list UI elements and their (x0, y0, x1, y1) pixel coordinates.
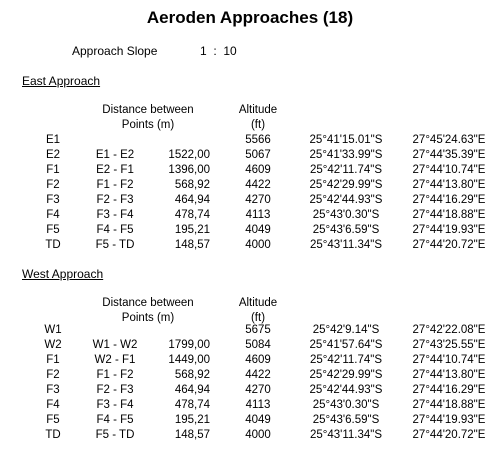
longitude-cell: 27°43'25.55"E (412, 339, 486, 351)
longitude-cell: 27°44'20.72"E (412, 239, 486, 251)
altitude-cell: 4270 (245, 194, 271, 206)
point-cell: TD (45, 429, 61, 441)
table-row (0, 239, 500, 254)
latitude-cell: 25°42'44.93"S (309, 194, 383, 206)
point-cell: F1 (46, 354, 60, 366)
latitude-cell: 25°42'11.74"S (309, 164, 383, 176)
segment-cell: F3 - F4 (96, 399, 134, 411)
segment-cell: F1 - F2 (96, 369, 134, 381)
altitude-header-line1: Altitude (238, 297, 278, 309)
distance-cell: 1449,00 (168, 354, 210, 366)
point-cell: F5 (46, 224, 60, 236)
longitude-cell: 27°44'19.93"E (412, 414, 486, 426)
segment-cell: F4 - F5 (96, 414, 134, 426)
altitude-header-line1: Altitude (238, 104, 278, 116)
section-title-east: East Approach (22, 74, 101, 88)
segment-cell: F1 - F2 (96, 179, 134, 191)
distance-header-line1: Distance between (102, 297, 194, 309)
distance-cell: 1396,00 (168, 164, 210, 176)
distance-header (86, 103, 210, 133)
distance-cell: 478,74 (174, 209, 210, 221)
latitude-cell: 25°43'6.59"S (312, 414, 380, 426)
point-cell: F1 (46, 164, 60, 176)
segment-cell: W1 - W2 (92, 339, 138, 351)
distance-header (86, 296, 210, 326)
point-cell: F4 (46, 399, 60, 411)
distance-cell: 195,21 (174, 414, 210, 426)
longitude-cell: 27°44'16.29"E (412, 194, 486, 206)
distance-cell: 478,74 (174, 399, 210, 411)
altitude-cell: 5084 (245, 339, 271, 351)
altitude-header (228, 296, 288, 326)
segment-cell: F4 - F5 (96, 224, 134, 236)
point-cell: F2 (46, 179, 60, 191)
longitude-cell: 27°44'18.88"E (412, 209, 486, 221)
section-title-west: West Approach (22, 267, 104, 281)
distance-cell: 568,92 (174, 179, 210, 191)
segment-cell: E1 - E2 (95, 149, 135, 161)
altitude-header-unit: (ft) (250, 312, 266, 324)
point-cell: E1 (45, 134, 61, 146)
latitude-cell: 25°42'29.99"S (309, 369, 383, 381)
distance-cell: 1799,00 (168, 339, 210, 351)
point-cell: F2 (46, 369, 60, 381)
longitude-cell: 27°44'20.72"E (412, 429, 486, 441)
altitude-cell: 4049 (245, 224, 271, 236)
distance-cell: 148,57 (174, 429, 210, 441)
point-cell: W2 (44, 339, 62, 351)
distance-cell: 1522,00 (168, 149, 210, 161)
longitude-cell: 27°44'10.74"E (412, 354, 486, 366)
latitude-cell: 25°43'11.34"S (309, 239, 383, 251)
latitude-cell: 25°41'33.99"S (309, 149, 383, 161)
altitude-cell: 4049 (245, 414, 271, 426)
table-row (0, 179, 500, 194)
latitude-cell: 25°42'29.99"S (309, 179, 383, 191)
altitude-cell: 4113 (245, 399, 271, 411)
latitude-cell: 25°43'0.30"S (312, 399, 380, 411)
altitude-cell: 5566 (245, 134, 271, 146)
segment-cell: F2 - F3 (96, 384, 134, 396)
table-row (0, 324, 500, 339)
longitude-cell: 27°42'22.08"E (412, 324, 486, 336)
distance-header-unit: Points (m) (121, 312, 175, 324)
longitude-cell: 27°45'24.63"E (412, 134, 486, 146)
altitude-header (228, 103, 288, 133)
table-row (0, 134, 500, 149)
table-row (0, 164, 500, 179)
point-cell: TD (45, 239, 61, 251)
longitude-cell: 27°44'13.80"E (412, 369, 486, 381)
latitude-cell: 25°43'6.59"S (312, 224, 380, 236)
point-cell: F3 (46, 384, 60, 396)
distance-cell: 464,94 (174, 194, 210, 206)
latitude-cell: 25°43'11.34"S (309, 429, 383, 441)
distance-header-unit: Points (m) (121, 119, 175, 131)
table-row (0, 429, 500, 444)
longitude-cell: 27°44'13.80"E (412, 179, 486, 191)
altitude-cell: 5675 (245, 324, 271, 336)
altitude-cell: 4000 (245, 429, 271, 441)
point-cell: E2 (45, 149, 61, 161)
latitude-cell: 25°42'44.93"S (309, 384, 383, 396)
table-row (0, 384, 500, 399)
distance-header-line1: Distance between (102, 104, 194, 116)
table-row (0, 194, 500, 209)
altitude-cell: 4609 (245, 164, 271, 176)
approach-slope-value: 1 : 10 (200, 44, 237, 58)
altitude-cell: 5067 (245, 149, 271, 161)
table-row (0, 149, 500, 164)
altitude-cell: 4422 (245, 369, 271, 381)
approach-slope-label: Approach Slope (72, 44, 158, 58)
altitude-header-unit: (ft) (250, 119, 266, 131)
latitude-cell: 25°41'57.64"S (309, 339, 383, 351)
point-cell: F3 (46, 194, 60, 206)
segment-cell: F5 - TD (95, 239, 135, 251)
altitude-cell: 4113 (245, 209, 271, 221)
segment-cell: F3 - F4 (96, 209, 134, 221)
table-row (0, 224, 500, 239)
table-row (0, 369, 500, 384)
point-cell: F4 (46, 209, 60, 221)
distance-cell: 568,92 (174, 369, 210, 381)
latitude-cell: 25°42'11.74"S (309, 354, 383, 366)
distance-cell: 195,21 (174, 224, 210, 236)
distance-cell: 464,94 (174, 384, 210, 396)
segment-cell: W2 - F1 (94, 354, 136, 366)
table-row (0, 414, 500, 429)
distance-cell: 148,57 (174, 239, 210, 251)
point-cell: F5 (46, 414, 60, 426)
longitude-cell: 27°44'16.29"E (412, 384, 486, 396)
latitude-cell: 25°43'0.30"S (312, 209, 380, 221)
longitude-cell: 27°44'19.93"E (412, 224, 486, 236)
page-title: Aeroden Approaches (18) (146, 8, 354, 27)
segment-cell: F2 - F3 (96, 194, 134, 206)
point-cell: W1 (44, 324, 62, 336)
altitude-cell: 4270 (245, 384, 271, 396)
table-row (0, 339, 500, 354)
altitude-cell: 4000 (245, 239, 271, 251)
longitude-cell: 27°44'35.39"E (412, 149, 486, 161)
altitude-cell: 4609 (245, 354, 271, 366)
table-row (0, 209, 500, 224)
table-row (0, 354, 500, 369)
segment-cell: F5 - TD (95, 429, 135, 441)
latitude-cell: 25°41'15.01"S (309, 134, 383, 146)
altitude-cell: 4422 (245, 179, 271, 191)
longitude-cell: 27°44'10.74"E (412, 164, 486, 176)
table-row (0, 399, 500, 414)
longitude-cell: 27°44'18.88"E (412, 399, 486, 411)
latitude-cell: 25°42'9.14"S (312, 324, 380, 336)
segment-cell: E2 - F1 (96, 164, 134, 176)
